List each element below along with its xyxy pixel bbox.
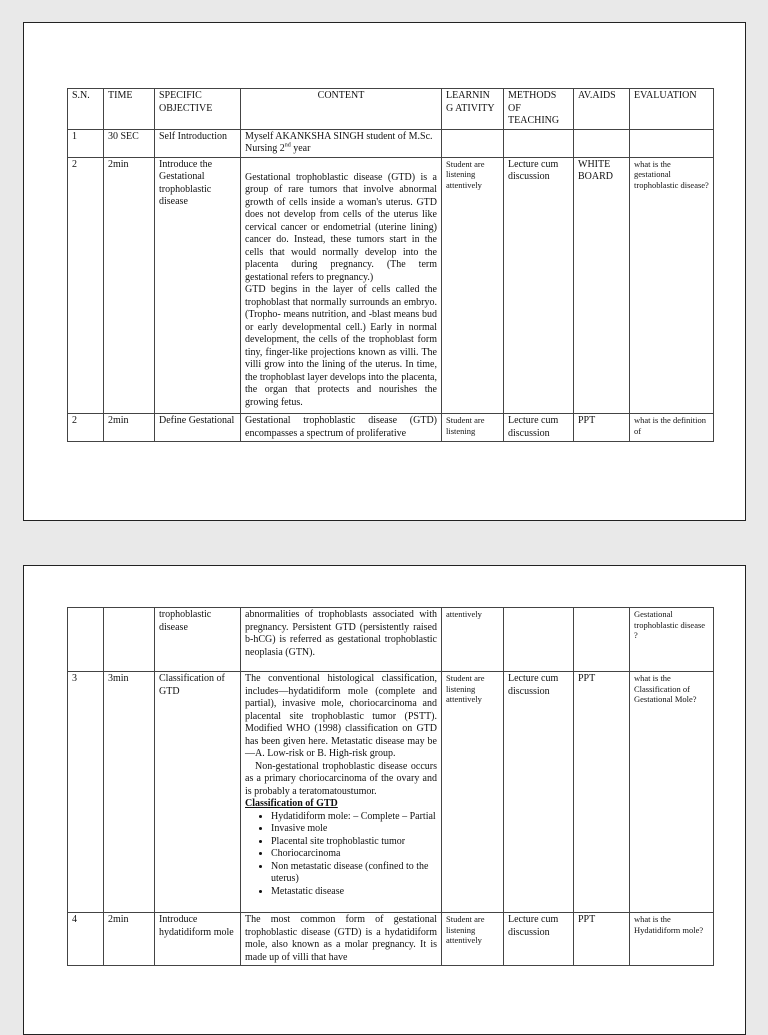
cell-content [241,672,442,913]
cell-methods: Lecture cum discussion [504,672,574,913]
cell-objective: trophoblastic disease [155,608,241,672]
header-objective: SPECIFIC OBJECTIVE [155,89,241,130]
table-row [68,608,714,672]
header-content: CONTENT [241,89,442,130]
cell-time: 3min [104,672,155,913]
table-row [68,157,714,414]
cell-objective: Introduce hydatidiform mole [155,913,241,966]
cell-time [104,608,155,672]
list-item: • Choriocarcinoma [271,848,437,861]
cell-evaluation [630,129,714,157]
cell-learning: Student are listening attentively [442,672,504,913]
cell-sn: 2 [68,414,104,442]
cell-evaluation: what is the definition of [630,414,714,442]
classification-list [245,811,437,899]
table-row [68,913,714,966]
list-item: • Hydatidiform mole: – Complete – Partial [271,811,437,824]
cell-sn: 1 [68,129,104,157]
table-row [68,129,714,157]
content-paragraph: Non-gestational trophoblastic disease occurs as a primary choriocarcinoma of the ovary and is probably a teratomatoustumor. [245,760,437,797]
cell-content: abnormalities of trophoblasts associated with pregnancy. Persistent GTD (persistently raised b-hCG) is referred as gestational trophoblastic neoplasia (GTN). [241,608,442,672]
cell-time: 2min [104,414,155,442]
cell-objective: Classification of GTD [155,672,241,913]
cell-evaluation: Gestational trophoblastic disease ? [630,608,714,672]
cell-aids: WHITE BOARD [574,157,630,414]
ordinal-suffix: nd [284,142,291,149]
cell-objective: Define Gestational [155,414,241,442]
list-item: • Placental site trophoblastic tumor [271,836,437,849]
cell-sn: 4 [68,913,104,966]
content-text-end: year [290,143,311,154]
list-item: • Metastatic disease [271,886,437,899]
cell-content: Gestational trophoblastic disease (GTD) encompasses a spectrum of proliferative [241,414,442,442]
cell-methods: Lecture cum discussion [504,414,574,442]
header-methods: METHODS OF TEACHING [504,89,574,130]
cell-sn: 2 [68,157,104,414]
cell-aids: PPT [574,414,630,442]
header-evaluation: EVALUATION [630,89,714,130]
cell-content: The most common form of gestational trophoblastic disease (GTD) is a hydatidiform mole, also known as a molar pregnancy. It is made up of villi that have [241,913,442,966]
list-item: • Invasive mole [271,823,437,836]
content-heading: Classification of GTD [245,798,338,809]
table-header-row [68,89,714,130]
header-aids: AV.AIDS [574,89,630,130]
cell-sn [68,608,104,672]
cell-aids [574,608,630,672]
content-paragraph: The conventional histological classification, includes—hydatidiform mole (complete and partial), invasive mole, choriocarcinoma and placental site trophoblastic tumor (PSTT). Modified WHO (1998) classification on GTD has been given here. Metastatic disease may be —A. Low-risk or B. High-risk group. [245,673,437,759]
cell-methods: Lecture cum discussion [504,913,574,966]
cell-learning: Student are listening attentively [442,913,504,966]
cell-evaluation: what is the Classification of Gestational Mole? [630,672,714,913]
cell-methods [504,608,574,672]
cell-objective: Introduce the Gestational trophoblastic disease [155,157,241,414]
lesson-plan-table [67,88,714,442]
cell-content [241,157,442,414]
cell-evaluation: what is the Hydatidiform mole? [630,913,714,966]
content-paragraph: GTD begins in the layer of cells called the trophoblast that normally surrounds an embryo. (Tropho- means nutrition, and -blast means bud or early developmental cell.) Early in normal development, the cells of the trophoblast form tiny, finger-like projections known as villi. The villi grow into the lining of the uterus. In time, the trophoblast layer develops into the placenta, the organ that protects and nourishes the growing fetus. [245,284,437,408]
cell-learning: attentively [442,608,504,672]
table-row [68,672,714,913]
cell-time: 30 SEC [104,129,155,157]
cell-evaluation: what is the gestational trophoblastic disease? [630,157,714,414]
content-paragraph: Gestational trophoblastic disease (GTD) is a group of rare tumors that involve abnormal growth of cells inside a woman's uterus. GTD does not develop from cells of the uterus like cervical cancer or endometrial (uterine lining) cancer do. Instead, these tumors start in the cells that would normally develop into the placenta during pregnancy. (The term gestational refers to pregnancy.) [245,171,437,283]
document-page-1 [23,22,746,521]
cell-learning: Student are listening [442,414,504,442]
header-sn: S.N. [68,89,104,130]
cell-time: 2min [104,157,155,414]
list-item: • Non metastatic disease (confined to the uterus) [271,861,437,886]
cell-objective: Self Introduction [155,129,241,157]
content-text: Myself AKANKSHA SINGH student of M.Sc. Nursing 2 [245,130,433,154]
cell-learning [442,129,504,157]
lesson-plan-table-continued [67,607,714,966]
cell-content [241,129,442,157]
cell-methods: Lecture cum discussion [504,157,574,414]
cell-methods [504,129,574,157]
cell-learning: Student are listening attentively [442,157,504,414]
document-page-2 [23,565,746,1035]
cell-time: 2min [104,913,155,966]
header-time: TIME [104,89,155,130]
cell-aids [574,129,630,157]
table-row [68,414,714,442]
header-learning: LEARNIN G ATIVITY [442,89,504,130]
cell-sn: 3 [68,672,104,913]
cell-aids: PPT [574,913,630,966]
cell-aids: PPT [574,672,630,913]
